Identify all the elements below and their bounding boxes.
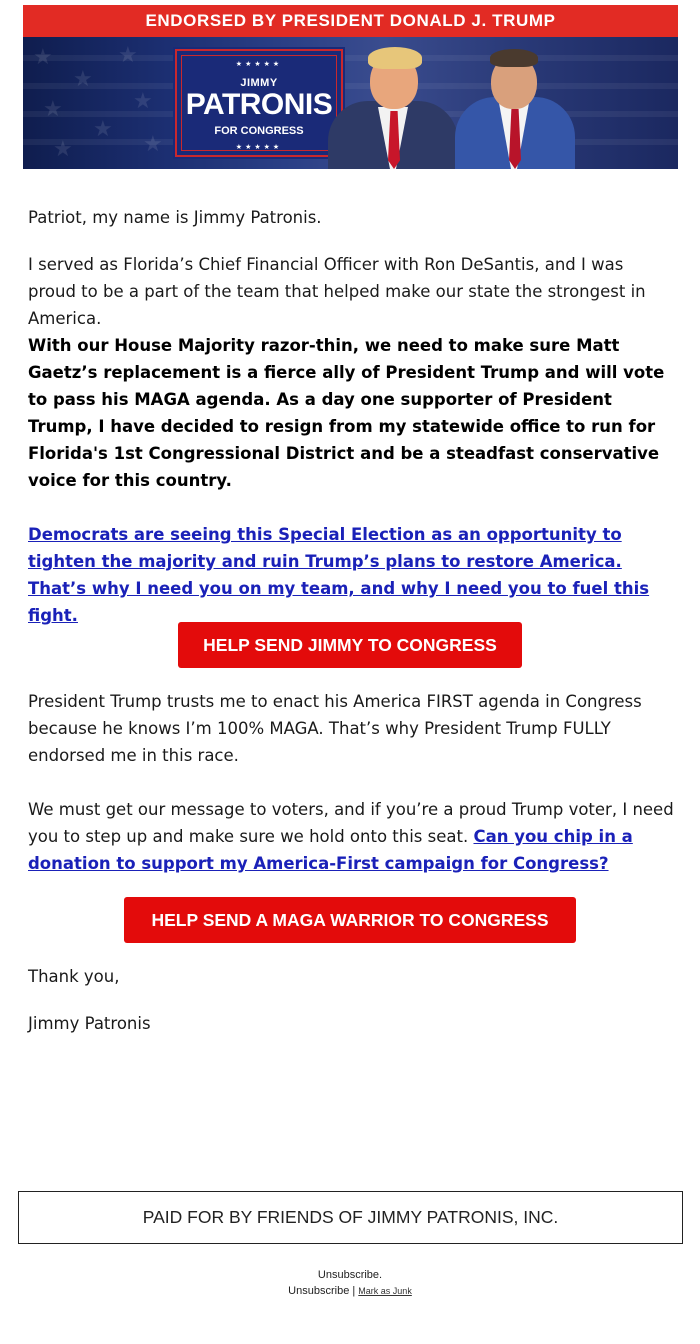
unsubscribe-link-primary[interactable]: Unsubscribe. <box>317 1269 383 1281</box>
unsubscribe-link-secondary[interactable]: Unsubscribe <box>288 1285 350 1297</box>
photo-person-left <box>328 37 458 169</box>
special-election-link[interactable]: Democrats are seeing this Special Election as an opportunity to tighten the majority and ruin Trump’s plans to restore America. That’s why I need you on my team, and why I need you to fuel this fight. <box>28 525 650 625</box>
logo-last-name: PATRONIS <box>185 88 333 121</box>
closing-text: Thank you, <box>28 967 120 986</box>
header-banner <box>23 5 678 169</box>
help-send-maga-warrior-button[interactable]: HELP SEND A MAGA WARRIOR TO CONGRESS <box>124 897 576 943</box>
paragraph-cfo: I served as Florida’s Chief Financial Officer with Ron DeSantis, and I was proud to be a part of the team that helped make our state the strongest in America. <box>28 255 646 328</box>
help-send-jimmy-button[interactable]: HELP SEND JIMMY TO CONGRESS <box>178 622 522 668</box>
unsubscribe-line-1 <box>0 1269 700 1281</box>
endorsement-headline: ENDORSED BY PRESIDENT DONALD J. TRUMP <box>23 5 678 37</box>
logo-first-name: JIMMY <box>240 77 278 89</box>
paragraph-trump-endorsed: President Trump trusts me to enact his America FIRST agenda in Congress because he knows I’m 100% MAGA. That’s why President Trump FULLY endorsed me in this race. <box>28 692 642 765</box>
logo-stars-top: ★★★★★ <box>235 60 283 68</box>
paragraph-get-message-text: We must get our message to voters, and if you’re a proud Trump voter, I need you to step up and make sure we hold onto this seat. <box>28 800 674 846</box>
unsubscribe-line-2 <box>0 1285 700 1297</box>
footer-separator: | <box>352 1285 356 1297</box>
campaign-logo <box>175 49 343 157</box>
disclaimer-text: PAID FOR BY FRIENDS OF JIMMY PATRONIS, INC. <box>142 1207 559 1227</box>
candidate-banner-image: ★ ★ ★ ★ ★ ★ ★ ★ ★★★★★ JIMMY PATRONIS FOR CONGRESS ★★★★★ <box>23 37 678 169</box>
logo-stars-bottom: ★★★★★ <box>235 143 283 151</box>
paid-for-disclaimer <box>18 1191 683 1244</box>
chip-in-donation-link[interactable]: Can you chip in a donation to support my America-First campaign for Congress? <box>28 827 633 873</box>
paragraph-majority: With our House Majority razor-thin, we need to make sure Matt Gaetz’s replacement is a fierce ally of President Trump and will vote to pass his MAGA agenda. As a day one supporter of President Trump, I have decided to resign from my statewide office to run for Florida's 1st Congressional District and be a steadfast conservative voice for this country. <box>28 336 665 490</box>
logo-subtitle: FOR CONGRESS <box>214 125 304 137</box>
signature-text: Jimmy Patronis <box>28 1014 151 1033</box>
greeting-text: Patriot, my name is Jimmy Patronis. <box>28 208 322 227</box>
photo-person-right <box>455 37 575 169</box>
paragraph-get-message <box>28 796 676 877</box>
mark-as-junk-link[interactable]: Mark as Junk <box>358 1286 412 1296</box>
